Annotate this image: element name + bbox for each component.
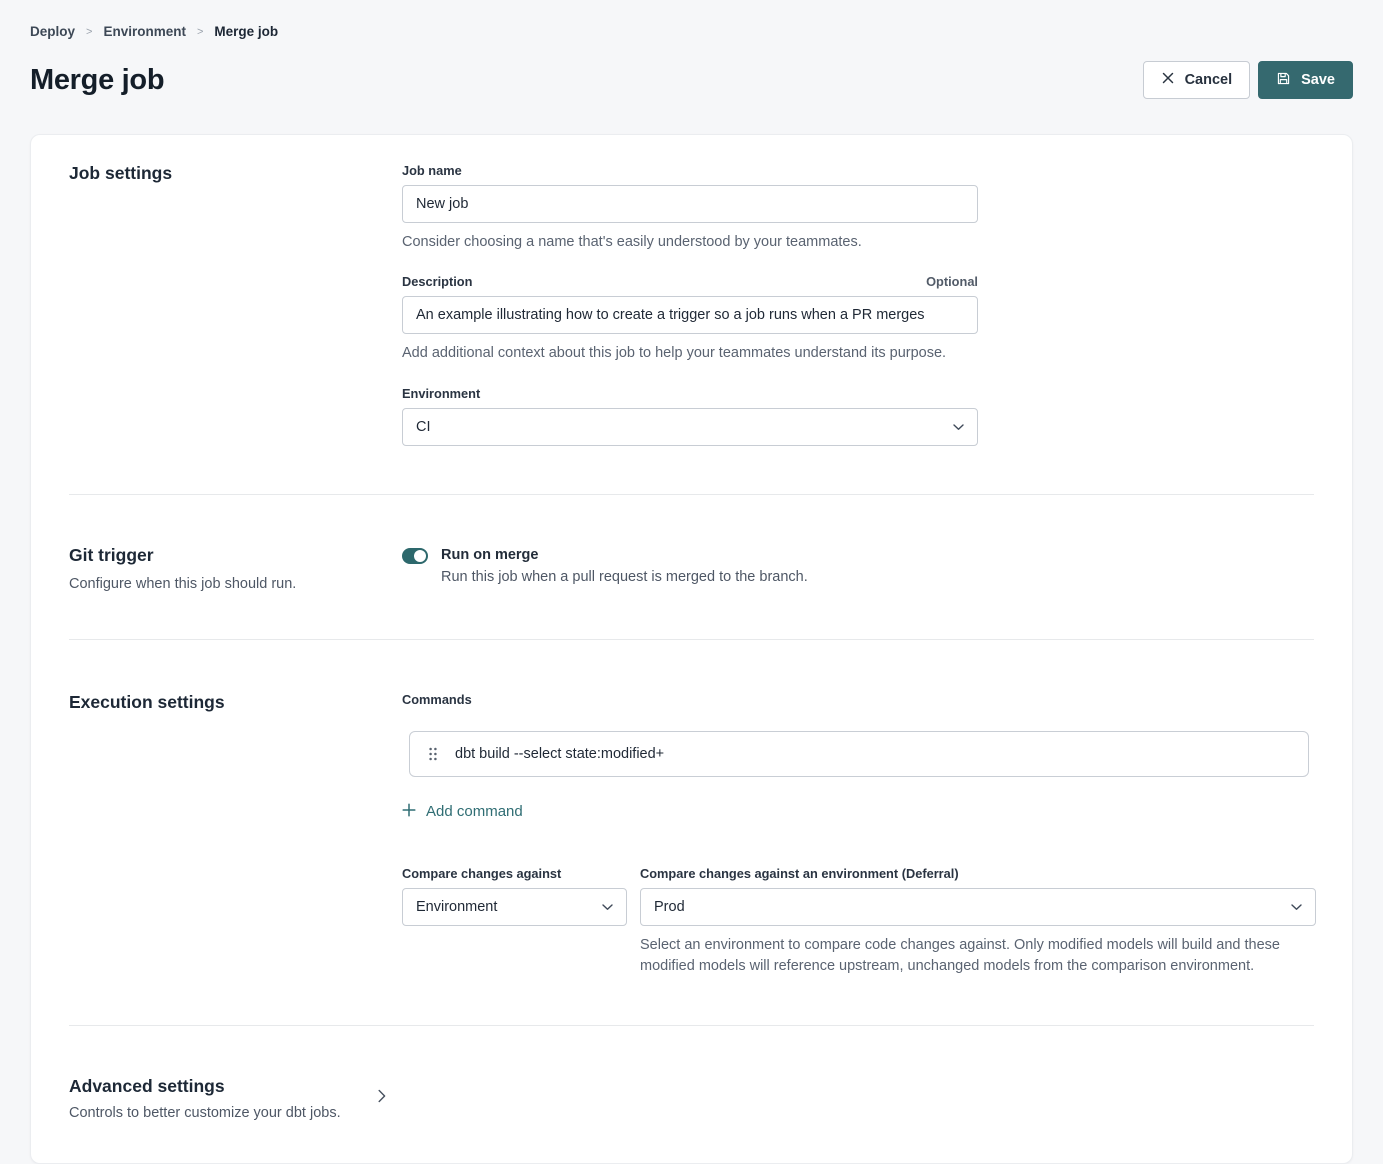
- breadcrumb-item-merge-job: Merge job: [214, 24, 279, 39]
- compare-changes-label: Compare changes against: [402, 865, 562, 881]
- compare-grid: [402, 866, 1316, 977]
- environment-select[interactable]: [402, 408, 978, 446]
- section-execution-settings-left: [69, 692, 402, 977]
- run-on-merge-description: Run this job when a pull request is merged to the branch.: [441, 568, 808, 585]
- environment-select-value: CI: [416, 418, 431, 435]
- environment-field: [402, 386, 978, 446]
- section-advanced-settings[interactable]: [69, 1026, 1314, 1163]
- description-optional-badge: Optional: [926, 274, 978, 290]
- git-trigger-heading: Git trigger: [69, 544, 154, 565]
- command-input[interactable]: dbt build --select state:modified+: [455, 745, 665, 762]
- header-actions: [1143, 61, 1353, 99]
- run-on-merge-row: [402, 545, 1314, 585]
- add-command-button[interactable]: [402, 803, 523, 821]
- command-row: [409, 731, 1309, 777]
- save-button-label: Save: [1301, 72, 1335, 88]
- job-settings-heading: Job settings: [69, 163, 173, 183]
- cancel-button-label: Cancel: [1184, 72, 1233, 88]
- compare-changes-select[interactable]: [402, 888, 627, 926]
- breadcrumb-item-environment[interactable]: Environment: [103, 24, 186, 39]
- run-on-merge-label: Run on merge: [441, 546, 539, 563]
- section-job-settings-left: [69, 163, 402, 446]
- close-icon: [1161, 71, 1175, 89]
- plus-icon: [402, 803, 416, 821]
- compare-changes-select-value: Environment: [416, 898, 498, 915]
- job-name-helper: Consider choosing a name that's easily understood by your teammates.: [402, 234, 862, 250]
- deferral-select-value: Prod: [654, 898, 685, 915]
- chevron-down-icon: [953, 419, 964, 435]
- advanced-settings-heading: Advanced settings: [69, 1075, 225, 1096]
- environment-label: Environment: [402, 385, 481, 401]
- description-field: [402, 274, 978, 363]
- section-git-trigger: [69, 495, 1314, 639]
- section-git-trigger-left: [69, 545, 402, 592]
- breadcrumb: [30, 24, 1353, 39]
- chevron-down-icon: [602, 899, 613, 915]
- advanced-settings-text: [69, 1076, 378, 1121]
- section-job-settings: [69, 135, 1314, 494]
- description-input[interactable]: [402, 296, 978, 334]
- job-name-label: Job name: [402, 163, 462, 178]
- commands-label: Commands: [402, 691, 472, 707]
- git-trigger-subtitle: Configure when this job should run.: [69, 575, 297, 592]
- deferral-select[interactable]: [640, 888, 1316, 926]
- description-helper: Add additional context about this job to help your teammates understand its purpose.: [402, 345, 947, 362]
- deferral-field: [640, 866, 1316, 977]
- section-git-trigger-content: [402, 545, 1314, 592]
- execution-settings-heading: Execution settings: [69, 691, 225, 712]
- chevron-right-icon[interactable]: [378, 1089, 386, 1121]
- breadcrumb-separator-icon: >: [196, 25, 204, 38]
- section-execution-settings-content: [402, 692, 1316, 977]
- breadcrumb-separator-icon: >: [86, 25, 93, 38]
- advanced-settings-subtitle: Controls to better customize your dbt jobs.: [69, 1104, 341, 1121]
- toggle-knob: [414, 550, 426, 562]
- chevron-down-icon: [1291, 899, 1302, 915]
- page-title: Merge job: [30, 63, 165, 96]
- deferral-label: Compare changes against an environment (Deferral): [640, 865, 959, 881]
- drag-handle-icon[interactable]: [426, 745, 440, 763]
- save-icon: [1276, 71, 1291, 90]
- section-execution-settings: [69, 640, 1314, 1025]
- description-label: Description: [402, 274, 473, 290]
- section-job-settings-form: [402, 163, 1314, 446]
- title-row: [30, 60, 1353, 100]
- job-settings-card: [30, 134, 1353, 1164]
- cancel-button[interactable]: [1143, 61, 1251, 99]
- deferral-helper: Select an environment to compare code changes against. Only modified models will build and these modified models will reference upstream, unchanged models from the comparison environment.: [640, 936, 1280, 974]
- job-name-field: [402, 163, 978, 252]
- run-on-merge-text: [441, 547, 808, 585]
- breadcrumb-item-deploy[interactable]: Deploy: [30, 24, 76, 39]
- add-command-label: Add command: [426, 803, 523, 821]
- compare-changes-field: [402, 866, 627, 977]
- run-on-merge-toggle[interactable]: [402, 548, 428, 564]
- save-button[interactable]: [1258, 61, 1353, 99]
- job-name-input[interactable]: [402, 185, 978, 223]
